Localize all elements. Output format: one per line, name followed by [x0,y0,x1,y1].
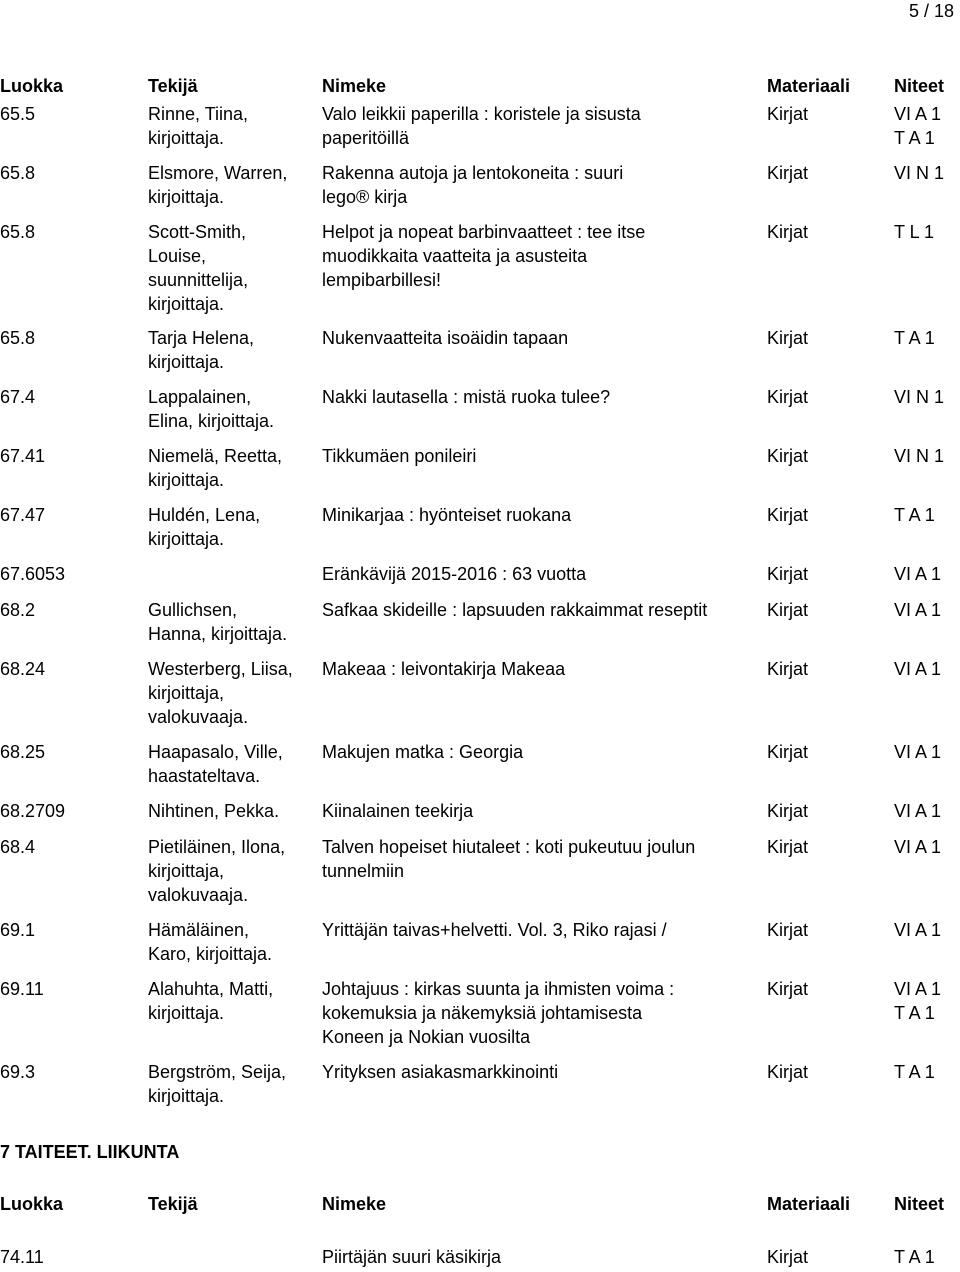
cell-niteet-line: VI N 1 [894,163,945,183]
cell-niteet-line: T A 1 [894,128,935,148]
cell-nimeke-line: Nukenvaatteita isoäidin tapaan [322,328,569,348]
cell-niteet-line: VI A 1 [894,104,942,124]
cell-niteet-line: VI A 1 [894,659,942,679]
cell-tekija [148,657,293,729]
cell-nimeke [322,326,568,350]
cell-materiaali: Kirjat [767,564,809,584]
cell-materiaali: Kirjat [767,600,809,620]
cell-materiaali: Kirjat [767,742,809,762]
cell-tekija-line: Karo, kirjoittaja. [148,944,273,964]
cell-niteet [894,1060,935,1084]
cell-tekija-line: kirjoittaja. [148,128,225,148]
cell-luokka: 68.4 [0,837,36,857]
cell-luokka: 67.4 [0,387,36,407]
cell-tekija-line: valokuvaaja. [148,707,249,727]
cell-nimeke-line: Nakki lautasella : mistä ruoka tulee? [322,387,611,407]
cell-nimeke-line: paperitöillä [322,128,410,148]
cell-nimeke [322,1060,558,1084]
cell-tekija-line: kirjoittaja, [148,861,225,881]
cell-tekija-line: kirjoittaja. [148,529,225,549]
cell-tekija-line: Haapasalo, Ville, [148,742,283,762]
cell-nimeke-line: Tikkumäen ponileiri [322,446,477,466]
cell-niteet-line: VI A 1 [894,979,942,999]
cell-luokka: 68.2709 [0,801,66,821]
cell-luokka: 68.2 [0,600,36,620]
column-header-niteet: Niteet [894,1194,945,1214]
cell-luokka: 69.3 [0,1062,36,1082]
cell-luokka: 65.8 [0,222,36,242]
cell-niteet [894,598,941,622]
cell-niteet [894,102,941,150]
cell-nimeke [322,977,674,1049]
cell-luokka: 69.1 [0,920,36,940]
cell-nimeke [322,503,571,527]
cell-nimeke-line: Makeaa : leivontakirja Makeaa [322,659,566,679]
cell-tekija-line: kirjoittaja. [148,1086,225,1106]
cell-tekija-line: kirjoittaja, [148,683,225,703]
cell-tekija-line: Rinne, Tiina, [148,104,249,124]
cell-nimeke [322,385,610,409]
cell-niteet-line: T A 1 [894,1062,935,1082]
cell-nimeke [322,444,476,468]
cell-tekija [148,799,279,823]
cell-tekija-line: Huldén, Lena, [148,505,261,525]
cell-nimeke-line: Minikarjaa : hyönteiset ruokana [322,505,572,525]
cell-niteet [894,1245,935,1269]
cell-niteet [894,503,935,527]
cell-tekija [148,977,273,1025]
cell-niteet-line: VI A 1 [894,801,942,821]
cell-tekija-line: Pietiläinen, Ilona, [148,837,286,857]
cell-tekija-line: suunnittelija, [148,270,249,290]
cell-niteet-line: T A 1 [894,1003,935,1023]
cell-materiaali: Kirjat [767,1247,809,1267]
cell-materiaali: Kirjat [767,104,809,124]
cell-nimeke-line: Koneen ja Nokian vuosilta [322,1027,531,1047]
cell-luokka: 68.24 [0,659,46,679]
column-header-tekija: Tekijä [148,1194,198,1214]
cell-nimeke-line: Talven hopeiset hiutaleet : koti pukeutuu joulun [322,837,696,857]
cell-nimeke-line: Rakenna autoja ja lentokoneita : suuri [322,163,624,183]
cell-tekija-line: kirjoittaja. [148,352,225,372]
cell-nimeke-line: tunnelmiin [322,861,405,881]
cell-nimeke-line: kokemuksia ja näkemyksiä johtamisesta [322,1003,643,1023]
cell-nimeke [322,918,667,942]
cell-niteet [894,444,944,468]
cell-nimeke-line: lempibarbillesi! [322,270,442,290]
cell-luokka: 74.11 [0,1247,44,1267]
cell-tekija [148,326,254,374]
cell-nimeke-line: Makujen matka : Georgia [322,742,524,762]
cell-nimeke-line: Yrityksen asiakasmarkkinointi [322,1062,559,1082]
cell-tekija [148,102,248,150]
cell-tekija-line: Nihtinen, Pekka. [148,801,280,821]
cell-niteet [894,657,941,681]
cell-tekija [148,918,272,966]
cell-niteet [894,220,934,244]
cell-niteet-line: T A 1 [894,505,935,525]
cell-niteet-line: VI A 1 [894,564,942,584]
cell-niteet [894,161,944,185]
cell-niteet-line: VI A 1 [894,920,942,940]
cell-niteet-line: VI A 1 [894,837,942,857]
cell-nimeke-line: Helpot ja nopeat barbinvaatteet : tee itse [322,222,646,242]
cell-niteet-line: VI N 1 [894,387,945,407]
cell-nimeke-line: Safkaa skideille : lapsuuden rakkaimmat reseptit [322,600,708,620]
cell-niteet-line: VI A 1 [894,600,942,620]
cell-niteet [894,740,941,764]
cell-luokka: 67.41 [0,446,46,466]
cell-tekija [148,161,287,209]
cell-tekija-line: Louise, [148,246,207,266]
cell-niteet [894,562,941,586]
column-header-tekija: Tekijä [148,76,198,96]
page-number: 5 / 18 [908,1,954,21]
cell-tekija [148,740,283,788]
cell-tekija-line: Bergström, Seija, [148,1062,287,1082]
cell-materiaali: Kirjat [767,163,809,183]
cell-nimeke-line: Valo leikkii paperilla : koristele ja sisusta [322,104,641,124]
cell-luokka: 69.11 [0,979,44,999]
cell-nimeke [322,598,707,622]
cell-niteet [894,326,935,350]
cell-nimeke [322,799,473,823]
cell-materiaali: Kirjat [767,920,809,940]
section-title: 7 TAITEET. LIIKUNTA [0,1142,180,1162]
cell-luokka: 65.5 [0,104,36,124]
column-header-materiaali: Materiaali [767,1194,851,1214]
cell-materiaali: Kirjat [767,659,809,679]
cell-tekija-line: Elsmore, Warren, [148,163,288,183]
cell-materiaali: Kirjat [767,837,809,857]
cell-nimeke [322,220,645,292]
column-header-nimeke: Nimeke [322,76,387,96]
cell-materiaali: Kirjat [767,505,809,525]
cell-nimeke-line: Eränkävijä 2015-2016 : 63 vuotta [322,564,587,584]
cell-niteet [894,918,941,942]
cell-niteet [894,385,944,409]
cell-luokka: 67.6053 [0,564,66,584]
cell-tekija-line: Tarja Helena, [148,328,255,348]
cell-tekija [148,835,285,907]
cell-tekija [148,444,282,492]
cell-tekija-line: kirjoittaja. [148,470,225,490]
column-header-niteet: Niteet [894,76,945,96]
cell-materiaali: Kirjat [767,1062,809,1082]
cell-materiaali: Kirjat [767,979,809,999]
cell-nimeke [322,161,623,209]
cell-nimeke-line: muodikkaita vaatteita ja asusteita [322,246,588,266]
cell-tekija-line: kirjoittaja. [148,187,225,207]
cell-niteet-line: T L 1 [894,222,935,242]
cell-luokka: 65.8 [0,328,36,348]
cell-tekija-line: Westerberg, Liisa, [148,659,293,679]
cell-nimeke-line: Piirtäjän suuri käsikirja [322,1247,502,1267]
cell-tekija-line: haastateltava. [148,766,261,786]
cell-nimeke [322,1245,501,1269]
cell-niteet-line: T A 1 [894,1247,935,1267]
cell-nimeke [322,562,586,586]
column-header-materiaali: Materiaali [767,76,851,96]
cell-tekija-line: Alahuhta, Matti, [148,979,274,999]
column-header-luokka: Luokka [0,76,64,96]
cell-tekija [148,503,260,551]
cell-niteet [894,799,941,823]
cell-tekija [148,598,287,646]
cell-nimeke-line: lego® kirja [322,187,408,207]
column-header-nimeke: Nimeke [322,1194,387,1214]
cell-materiaali: Kirjat [767,387,809,407]
cell-tekija-line: Scott-Smith, [148,222,247,242]
cell-nimeke-line: Johtajuus : kirkas suunta ja ihmisten voima : [322,979,675,999]
cell-tekija-line: Gullichsen, [148,600,238,620]
cell-nimeke-line: Kiinalainen teekirja [322,801,474,821]
cell-niteet-line: VI A 1 [894,742,942,762]
cell-tekija-line: Hämäläinen, [148,920,250,940]
cell-luokka: 65.8 [0,163,36,183]
cell-luokka: 68.25 [0,742,46,762]
cell-materiaali: Kirjat [767,222,809,242]
cell-niteet [894,835,941,859]
cell-materiaali: Kirjat [767,801,809,821]
cell-tekija-line: kirjoittaja. [148,1003,225,1023]
cell-tekija-line: Niemelä, Reetta, [148,446,283,466]
cell-materiaali: Kirjat [767,446,809,466]
cell-nimeke [322,835,695,883]
cell-luokka: 67.47 [0,505,46,525]
cell-materiaali: Kirjat [767,328,809,348]
cell-niteet-line: T A 1 [894,328,935,348]
cell-nimeke-line: Yrittäjän taivas+helvetti. Vol. 3, Riko rajasi / [322,920,667,940]
cell-niteet [894,977,941,1025]
column-header-luokka: Luokka [0,1194,64,1214]
cell-tekija-line: valokuvaaja. [148,885,249,905]
cell-tekija-line: Elina, kirjoittaja. [148,411,275,431]
cell-tekija [148,385,274,433]
cell-tekija-line: kirjoittaja. [148,294,225,314]
cell-tekija [148,220,248,316]
cell-nimeke [322,740,523,764]
cell-tekija [148,1060,286,1108]
cell-tekija-line: Lappalainen, [148,387,252,407]
cell-niteet-line: VI N 1 [894,446,945,466]
cell-tekija-line: Hanna, kirjoittaja. [148,624,288,644]
cell-nimeke [322,102,641,150]
cell-nimeke [322,657,565,681]
